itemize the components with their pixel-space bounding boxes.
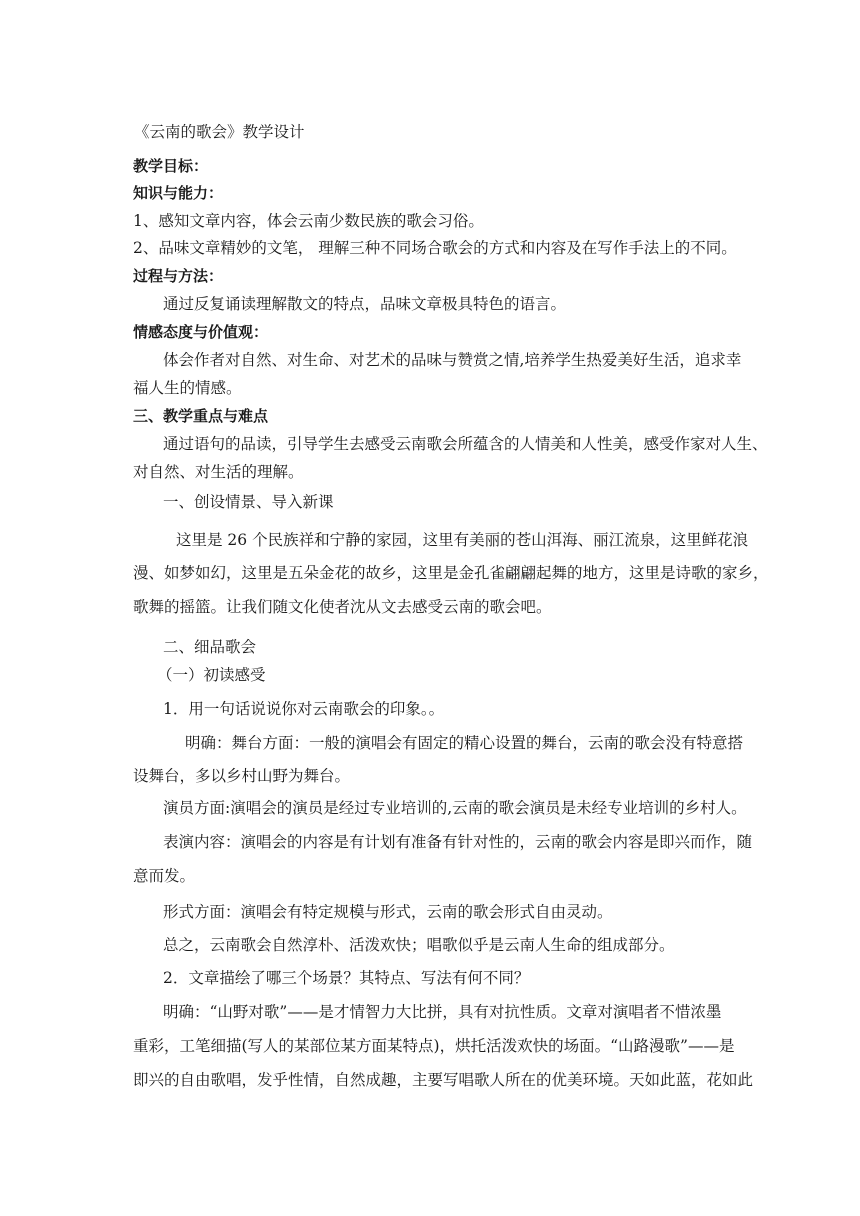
question-1: 1．用一句话说说你对云南歌会的印象。。 [163, 700, 445, 718]
answer-1-line-1: 明确：舞台方面：一般的演唱会有固定的精心设置的舞台，云南的歌会没有特意搭 [185, 734, 744, 752]
question-2: 2．文章描绘了哪三个场景？其特点、写法有何不同？ [163, 969, 530, 987]
intro-line-3: 歌舞的摇篮。让我们随文化使者沈从文去感受云南的歌会吧。 [133, 598, 552, 616]
section-2-heading: 二、细品歌会 [163, 638, 257, 656]
intro-line-1: 这里是 26 个民族祥和宁静的家园，这里有美丽的苍山洱海、丽江流泉，这里鲜花浪 [176, 531, 749, 549]
key-points-line-2: 对自然、对生活的理解。 [133, 463, 304, 481]
answer-1-form: 形式方面：演唱会有特定规模与形式，云南的歌会形式自由灵动。 [163, 903, 613, 921]
subsection-1-heading: （一）初读感受 [157, 666, 266, 684]
heading-key-points: 三、教学重点与难点 [133, 407, 269, 425]
key-points-line-1: 通过语句的品读，引导学生去感受云南歌会所蕴含的人情美和人性美，感受作家对人生、 [163, 435, 768, 453]
process-method-text: 通过反复诵读理解散文的特点，品味文章极具特色的语言。 [163, 295, 567, 313]
heading-knowledge-ability: 知识与能力： [133, 184, 224, 202]
answer-1-performers: 演员方面:演唱会的演员是经过专业培训的,云南的歌会演员是未经专业培训的乡村人。 [163, 799, 747, 817]
heading-process-method: 过程与方法： [133, 267, 224, 285]
answer-2-line-3: 即兴的自由歌唱，发乎性情，自然成趣，主要写唱歌人所在的优美环境。天如此蓝，花如此 [133, 1071, 754, 1089]
answer-2-line-2: 重彩，工笔细描(写人的某部位某方面某特点)，烘托活泼欢快的场面。“山路漫歌”——是 [133, 1037, 735, 1055]
heading-emotion-values: 情感态度与价值观： [133, 323, 269, 341]
answer-1-content-line-1: 表演内容：演唱会的内容是有计划有准备有针对性的，云南的歌会内容是即兴而作，随 [163, 833, 753, 851]
document-title: 《云南的歌会》教学设计 [134, 123, 305, 141]
goal-item-2: 2、品味文章精妙的文笔， 理解三种不同场合歌会的方式和内容及在写作手法上的不同。 [133, 239, 737, 257]
emotion-text-line-2: 福人生的情感。 [133, 379, 242, 397]
answer-1-content-line-2: 意而发。 [133, 867, 196, 885]
answer-2-line-1: 明确：“山野对歌”——是才情智力大比拼，具有对抗性质。文章对演唱者不惜浓墨 [163, 1003, 722, 1021]
emotion-text-line-1: 体会作者对自然、对生命、对艺术的品味与赞赏之情,培养学生热爱美好生活，追求幸 [163, 351, 742, 369]
answer-1-summary: 总之，云南歌会自然淳朴、活泼欢快；唱歌似乎是云南人生命的组成部分。 [163, 936, 675, 954]
section-1-heading: 一、创设情景、导入新课 [163, 493, 334, 511]
intro-line-2: 漫、如梦如幻，这里是五朵金花的故乡，这里是金孔雀翩翩起舞的地方，这里是诗歌的家乡， [133, 564, 769, 582]
answer-1-line-2: 设舞台，多以乡村山野为舞台。 [133, 767, 351, 785]
heading-teaching-goals: 教学目标： [133, 157, 209, 175]
goal-item-1: 1、感知文章内容，体会云南少数民族的歌会习俗。 [133, 212, 484, 230]
